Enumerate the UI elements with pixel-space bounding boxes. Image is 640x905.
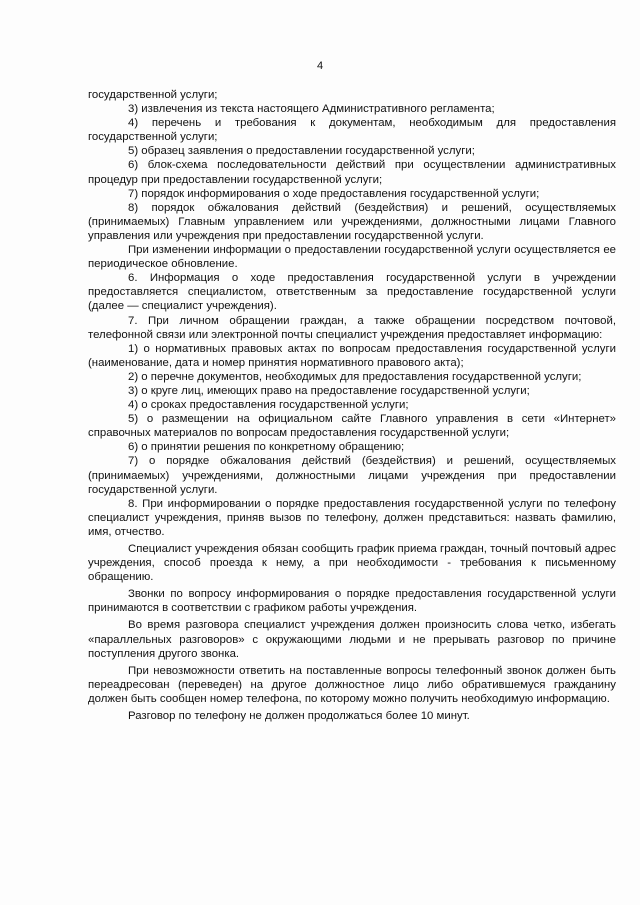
- page-number: 4: [316, 60, 324, 72]
- paragraph: Звонки по вопросу информирования о порядке предоставления государственной услуги принимаются в соответствии с графиком работы учреждения.: [88, 588, 616, 615]
- paragraph: 1) о нормативных правовых актах по вопросам предоставления государственной услуги (наименование, дата и номер принятия нормативного правового акта);: [88, 342, 616, 369]
- paragraph: 7) порядок информирования о ходе предоставления государственной услуги;: [128, 187, 540, 200]
- paragraph: 4) перечень и требования к документам, необходимым для предоставления государственной услуги;: [88, 117, 616, 144]
- paragraph: 3) извлечения из текста настоящего Административного регламента;: [128, 103, 495, 116]
- paragraph: 5) образец заявления о предоставлении государственной услуги;: [128, 145, 475, 158]
- paragraph: 7. При личном обращении граждан, а также обращении посредством почтовой, телефонной связи или электронной почты специалист учреждения предоставляет информацию:: [88, 314, 616, 341]
- paragraph: 8. При информировании о порядке предоставления государственной услуги по телефону специалист учреждения, приняв вызов по телефону, должен представиться: назвать фамилию, имя, отчество.: [88, 497, 616, 538]
- paragraph: 2) о перечне документов, необходимых для предоставления государственной услуги;: [128, 370, 582, 383]
- paragraph: 5) о размещении на официальном сайте Главного управления в сети «Интернет» справочных материалов по вопросам предоставления государственной услуги;: [88, 413, 616, 440]
- document-body: [88, 88, 616, 723]
- paragraph: Разговор по телефону не должен продолжаться более 10 минут.: [128, 710, 470, 723]
- paragraph: 8) порядок обжалования действий (бездействия) и решений, осуществляемых (принимаемых) Главным управлением или учреждениями, должностными лицами Главного управления или учреждения при предоставлении государственной услуги.: [88, 201, 616, 242]
- paragraph: 3) о круге лиц, имеющих право на предоставление государственной услуги;: [128, 384, 530, 397]
- paragraph: 4) о сроках предоставления государственной услуги;: [128, 399, 409, 412]
- paragraph: Во время разговора специалист учреждения должен произносить слова четко, избегать «параллельных разговоров» с окружающими людьми и не прерывать разговор по причине поступления другого звонка.: [88, 619, 616, 660]
- paragraph: 6) о принятии решения по конкретному обращению;: [128, 441, 405, 454]
- paragraph: государственной услуги;: [88, 89, 218, 101]
- paragraph: Специалист учреждения обязан сообщить график приема граждан, точный почтовый адрес учреждения, способ проезда к нему, а при необходимости - требования к письменному обращению.: [88, 543, 616, 584]
- paragraph: 6) блок-схема последовательности действий при осуществлении административных процедур при предоставлении государственной услуги;: [88, 159, 616, 186]
- paragraph: 6. Информация о ходе предоставления государственной услуги в учреждении предоставляется специалистом, ответственным за предоставление государственной услуги (далее — специалист учреждения).: [88, 272, 616, 313]
- paragraph: При изменении информации о предоставлении государственной услуги осуществляется ее периодическое обновление.: [88, 244, 616, 271]
- paragraph: 7) о порядке обжалования действий (бездействия) и решений, осуществляемых (принимаемых) учреждениями, должностными лицами учреждения при предоставлении государственной услуги.: [88, 455, 616, 496]
- paragraph: При невозможности ответить на поставленные вопросы телефонный звонок должен быть переадресован (переведен) на другое должностное лицо либо обратившемуся гражданину должен быть сообщен номер телефона, по которому можно получить необходимую информацию.: [88, 664, 616, 705]
